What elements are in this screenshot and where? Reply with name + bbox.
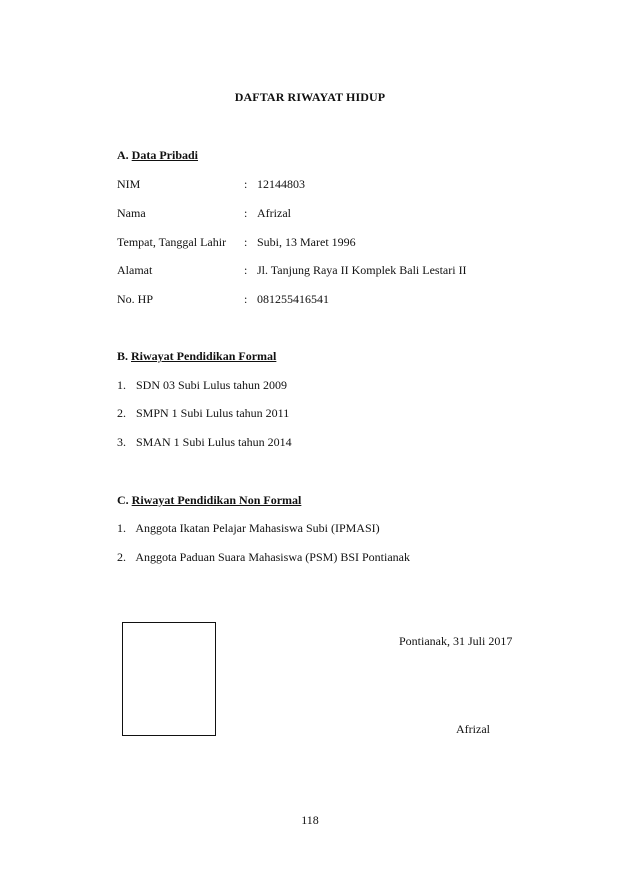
section-a-title: Data Pribadi [131, 148, 199, 162]
section-c-heading [117, 493, 301, 508]
list-text: Anggota Paduan Suara Mahasiswa (PSM) BSI Pontianak [135, 550, 410, 564]
place-date: Pontianak, 31 Juli 2017 [399, 634, 513, 648]
row-key: No. HP [117, 292, 154, 306]
list-item [117, 435, 292, 450]
section-b-title: Riwayat Pendidikan Formal [131, 349, 277, 363]
list-number: 2. [117, 550, 126, 564]
row-value: 12144803 [257, 177, 305, 191]
section-c-letter: C. [117, 493, 129, 507]
photo-placeholder-box [122, 622, 216, 736]
list-text: SDN 03 Subi Lulus tahun 2009 [136, 378, 288, 392]
list-number: 3. [117, 435, 126, 449]
list-item [117, 521, 380, 536]
list-item [117, 550, 410, 565]
row-key: Alamat [117, 263, 153, 277]
row-separator: : [244, 177, 248, 191]
list-item [117, 378, 287, 393]
row-separator: : [244, 235, 248, 249]
row-separator: : [244, 206, 248, 220]
row-separator: : [244, 292, 248, 306]
section-a-letter: A. [117, 148, 129, 162]
list-text: SMPN 1 Subi Lulus tahun 2011 [136, 406, 290, 420]
row-key: Tempat, Tanggal Lahir [117, 235, 227, 249]
section-c-title: Riwayat Pendidikan Non Formal [131, 493, 302, 507]
row-key: Nama [117, 206, 146, 220]
row-value: Afrizal [257, 206, 291, 220]
row-value: Jl. Tanjung Raya II Komplek Bali Lestari II [257, 263, 467, 277]
section-b-letter: B. [117, 349, 129, 363]
row-separator: : [244, 263, 248, 277]
row-key: NIM [117, 177, 141, 191]
list-number: 1. [117, 378, 126, 392]
list-text: SMAN 1 Subi Lulus tahun 2014 [136, 435, 292, 449]
row-value: 081255416541 [257, 292, 329, 306]
list-item [117, 406, 289, 421]
page-number: 118 [301, 813, 319, 827]
signer-name: Afrizal [456, 722, 490, 736]
list-text: Anggota Ikatan Pelajar Mahasiswa Subi (IPMASI) [135, 521, 380, 535]
document-title: DAFTAR RIWAYAT HIDUP [234, 90, 386, 104]
section-b-heading [117, 349, 276, 364]
list-number: 1. [117, 521, 126, 535]
section-a-heading [117, 148, 198, 163]
list-number: 2. [117, 406, 126, 420]
row-value: Subi, 13 Maret 1996 [257, 235, 356, 249]
